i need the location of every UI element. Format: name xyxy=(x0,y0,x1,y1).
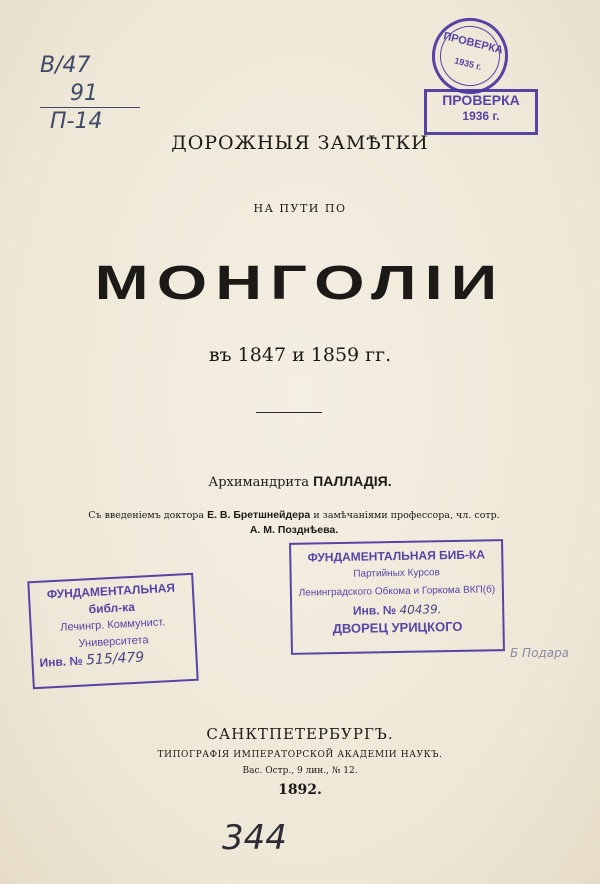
shelfmark-line-1: В/47 xyxy=(40,53,91,78)
imprint-year: 1892. xyxy=(278,782,322,798)
library-stamp-left xyxy=(27,573,198,690)
title-line-2: НА ПУТИ ПО xyxy=(253,202,347,215)
author-name: ПАЛЛАДІЯ. xyxy=(313,473,392,489)
library-stamp-right xyxy=(289,539,505,655)
library-right-line-3: Ленинградского Обкома и Горкома ВКП(б) xyxy=(298,584,496,599)
library-left-line-3: Лечингр. Коммунист. xyxy=(59,616,166,634)
intro-text-2: и замѣчаніями профессора, чл. сотр. xyxy=(313,510,500,521)
library-right-line-1: ФУНДАМЕНТАЛЬНАЯ БИБ-КА xyxy=(307,547,486,565)
intro-person-1: Е. В. Бретшнейдера xyxy=(207,509,311,521)
introduction-line xyxy=(74,508,514,538)
title-years: въ 1847 и 1859 гг. xyxy=(208,344,392,366)
handwritten-number: 344 xyxy=(222,818,287,858)
library-left-line-1: ФУНДАМЕНТАЛЬНАЯ xyxy=(46,580,176,602)
check-stamp-line-2: 1936 г. xyxy=(462,109,500,123)
imprint-address: Вас. Остр., 9 лин., № 12. xyxy=(242,766,358,776)
title-line-1: ДОРОЖНЫЯ ЗАМѢТКИ xyxy=(171,132,429,154)
round-stamp-line-1: ПРОВЕРКА xyxy=(442,30,505,57)
library-right-line-5: ДВОРЕЦ УРИЦКОГО xyxy=(332,618,463,637)
author-line xyxy=(0,473,600,490)
shelfmark-line-2: 91 xyxy=(40,80,140,109)
library-left-line-4: Университета xyxy=(78,634,149,650)
imprint-printer: ТИПОГРАФІЯ ИМПЕРАТОРСКОЙ АКАДЕМІИ НАУКЪ. xyxy=(157,750,443,760)
intro-person-2: А. М. Позднѣева. xyxy=(249,524,339,537)
divider-rule xyxy=(256,412,322,413)
round-stamp-line-2: 1935 г. xyxy=(453,55,483,72)
library-right-inv-label: Инв. № xyxy=(352,603,397,618)
check-stamp-line-1: ПРОВЕРКА xyxy=(442,92,520,108)
check-stamp xyxy=(424,89,538,135)
intro-text-1: Съ введеніемъ доктора xyxy=(88,510,205,521)
library-left-inv-number: 515/479 xyxy=(85,649,145,669)
library-left-inv-label: Инв. № xyxy=(39,653,84,670)
handwritten-shelfmark xyxy=(40,52,140,136)
library-right-line-2: Партийных Курсов xyxy=(353,567,440,580)
imprint-city: САНКТПЕТЕРБУРГЪ. xyxy=(206,725,394,743)
handwritten-margin-note: Б Подара xyxy=(510,646,570,660)
author-prefix: Архимандрита xyxy=(208,475,310,490)
title-main: МОНГОЛІИ xyxy=(94,257,506,310)
library-left-line-2: библ-ка xyxy=(88,599,136,617)
library-right-inv-number: 40439. xyxy=(399,602,442,617)
shelfmark-line-3: П-14 xyxy=(50,109,103,134)
